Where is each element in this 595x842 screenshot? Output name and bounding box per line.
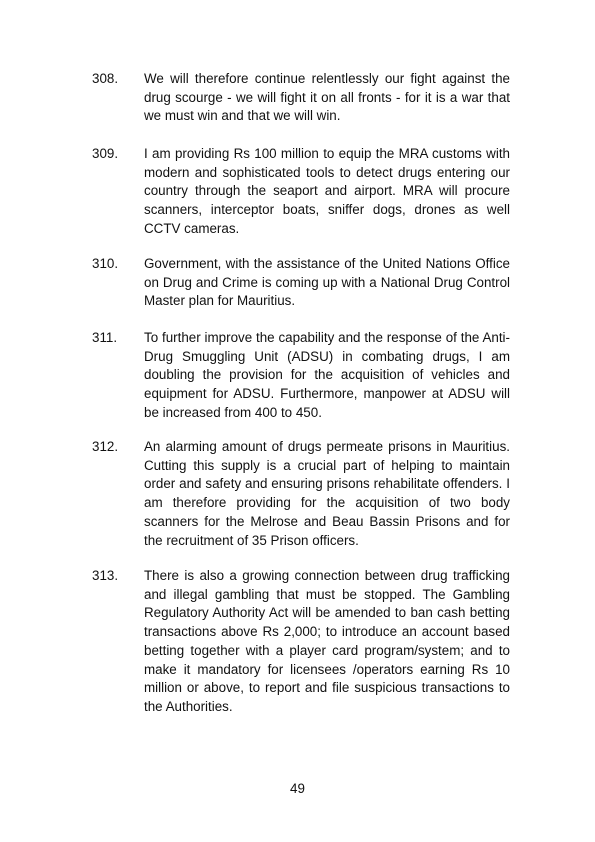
paragraph-number: 313. [92, 568, 119, 583]
paragraph-text: There is also a growing connection between drug trafficking and illegal gambling that must be stopped. The Gambling Regulatory Authority Act will be amended to ban cash betting transactions above Rs 2,000; to introduce an account based betting together with a player card program/system; and to make it mandatory for licensees /operators earning Rs 10 million or above, to report and file suspicious transactions to the Authorities. [144, 568, 510, 714]
page-number: 49 [290, 781, 305, 796]
paragraph-number: 312. [92, 439, 119, 454]
paragraph-text: To further improve the capability and the response of the Anti-Drug Smuggling Unit (ADSU) in combating drugs, I am doubling the provision for the acquisition of vehicles and equipment for ADSU. Furthermore, manpower at ADSU will be increased from 400 to 450. [144, 330, 510, 420]
paragraph-text: We will therefore continue relentlessly our fight against the drug scourge - we will fight it on all fronts - for it is a war that we must win and that we will win. [144, 71, 510, 124]
paragraph-text: Government, with the assistance of the United Nations Office on Drug and Crime is coming up with a National Drug Control Master plan for Mauritius. [144, 256, 510, 309]
paragraph-308 [92, 70, 512, 126]
paragraph-number: 308. [92, 71, 119, 86]
paragraph-number: 310. [92, 256, 119, 271]
paragraph-number: 311. [92, 330, 118, 345]
paragraph-number: 309. [92, 146, 119, 161]
paragraph-309 [92, 145, 512, 239]
paragraph-310 [92, 255, 512, 311]
paragraph-text: An alarming amount of drugs permeate prisons in Mauritius. Cutting this supply is a crucial part of helping to maintain order and safety and ensuring prisons rehabilitate offenders. I am therefore providing for the acquisition of two body scanners for the Melrose and Beau Bassin Prisons and for the recruitment of 35 Prison officers. [144, 439, 510, 548]
paragraph-312 [92, 438, 512, 550]
paragraph-311 [92, 329, 512, 423]
paragraph-313 [92, 567, 512, 717]
paragraph-text: I am providing Rs 100 million to equip the MRA customs with modern and sophisticated tools to detect drugs entering our country through the seaport and airport. MRA will procure scanners, interceptor boats, sniffer dogs, drones as well CCTV cameras. [144, 146, 510, 236]
